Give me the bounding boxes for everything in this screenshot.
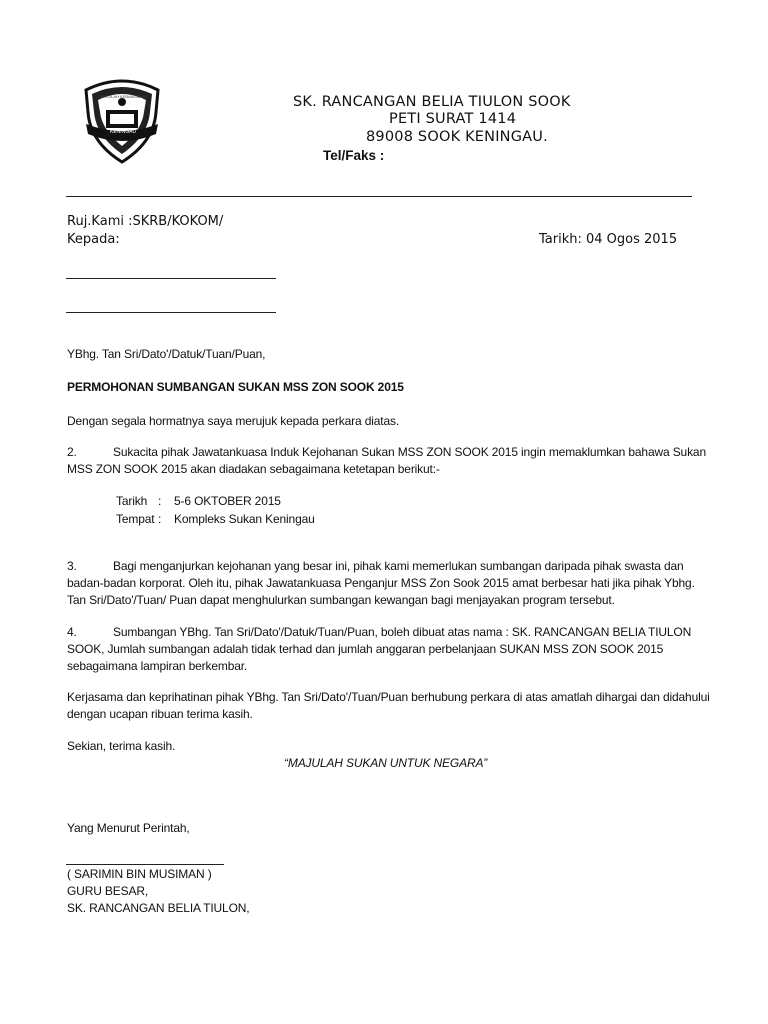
address-line-1	[66, 278, 276, 279]
signature-line	[66, 864, 224, 865]
salutation: YBhg. Tan Sri/Dato'/Datuk/Tuan/Puan,	[67, 347, 266, 361]
address-line-2	[66, 312, 276, 313]
paragraph-4-line-3: sebagaimana lampiran berkembar.	[67, 659, 248, 673]
opening-paragraph: Dengan segala hormatnya saya merujuk kepada perkara diatas.	[67, 414, 400, 428]
event-date-value: 5-6 OKTOBER 2015	[174, 494, 281, 508]
closing: Sekian, terima kasih.	[67, 739, 176, 753]
motto: “MAJULAH SUKAN UNTUK NEGARA”	[284, 756, 488, 770]
postcode-city: 89008 SOOK KENINGAU.	[366, 129, 548, 145]
po-box: PETI SURAT 1414	[389, 111, 517, 127]
paragraph-2-line-2: MSS ZON SOOK 2015 akan diadakan sebagaimana ketetapan berikut:-	[67, 462, 440, 476]
signatory-title: GURU BESAR,	[67, 884, 149, 898]
paragraph-5-line-1: Kerjasama dan keprihatinan pihak YBhg. Tan Sri/Dato'/Tuan/Puan berhubung perkara di atas amatlah dihargai dan didahului	[67, 690, 710, 704]
paragraph-2-number: 2.	[67, 445, 77, 459]
signatory-school: SK. RANCANGAN BELIA TIULON,	[67, 901, 250, 915]
paragraph-3-number: 3.	[67, 559, 77, 573]
paragraph-3	[67, 558, 727, 609]
school-crest-icon	[76, 72, 168, 164]
signatory-name: ( SARIMIN BIN MUSIMAN )	[67, 867, 212, 881]
reference-line: Ruj.Kami :SKRB/KOKOM/	[67, 214, 224, 229]
event-venue-label: Tempat	[116, 512, 155, 526]
event-venue-separator: :	[158, 512, 162, 526]
logo-top-text: SEKOLAH KEBANGSAAN	[100, 94, 148, 99]
letter-subject: PERMOHONAN SUMBANGAN SUKAN MSS ZON SOOK 2015	[67, 380, 404, 394]
event-venue-value: Kompleks Sukan Keningau	[174, 512, 315, 526]
paragraph-4-number: 4.	[67, 625, 77, 639]
event-date-label: Tarikh	[116, 494, 148, 508]
paragraph-4-line-2: SOOK, Jumlah sumbangan adalah tidak terhad dan jumlah anggaran perbelanjaan SUKAN MSS ZON SOOK 2015	[67, 642, 664, 656]
letter-date: Tarikh: 04 Ogos 2015	[539, 232, 678, 247]
paragraph-2	[67, 444, 707, 478]
paragraph-4	[67, 624, 727, 675]
to-label: Kepada:	[67, 232, 120, 247]
header-divider	[66, 196, 692, 197]
school-name: SK. RANCANGAN BELIA TIULON SOOK	[293, 94, 571, 110]
paragraph-2-line-1: Sukacita pihak Jawatankuasa Induk Kejohanan Sukan MSS ZON SOOK 2015 ingin memaklumkan bahawa Sukan	[113, 445, 706, 459]
tel-fax: Tel/Faks :	[323, 148, 385, 163]
paragraph-3-line-2: badan-badan korporat. Oleh itu, pihak Jawatankuasa Penganjur MSS Zon Sook 2015 amat berbesar hati jika pihak Ybhg.	[67, 576, 695, 590]
paragraph-4-line-1: Sumbangan YBhg. Tan Sri/Dato'/Datuk/Tuan/Puan, boleh dibuat atas nama : SK. RANCANGAN BELIA TIULON	[113, 625, 692, 639]
paragraph-3-line-3: Tan Sri/Dato'/Tuan/ Puan dapat menghulurkan sumbangan kewangan bagi menjayakan program tersebut.	[67, 593, 615, 607]
event-date-separator: :	[158, 494, 162, 508]
paragraph-5	[67, 689, 737, 723]
logo-bottom-text: KENINGAU	[110, 129, 137, 135]
paragraph-5-line-2: dengan ucapan ribuan terima kasih.	[67, 707, 253, 721]
sign-off: Yang Menurut Perintah,	[67, 821, 190, 835]
paragraph-3-line-1: Bagi menganjurkan kejohanan yang besar ini, pihak kami memerlukan sumbangan daripada pihak swasta dan	[113, 559, 684, 573]
